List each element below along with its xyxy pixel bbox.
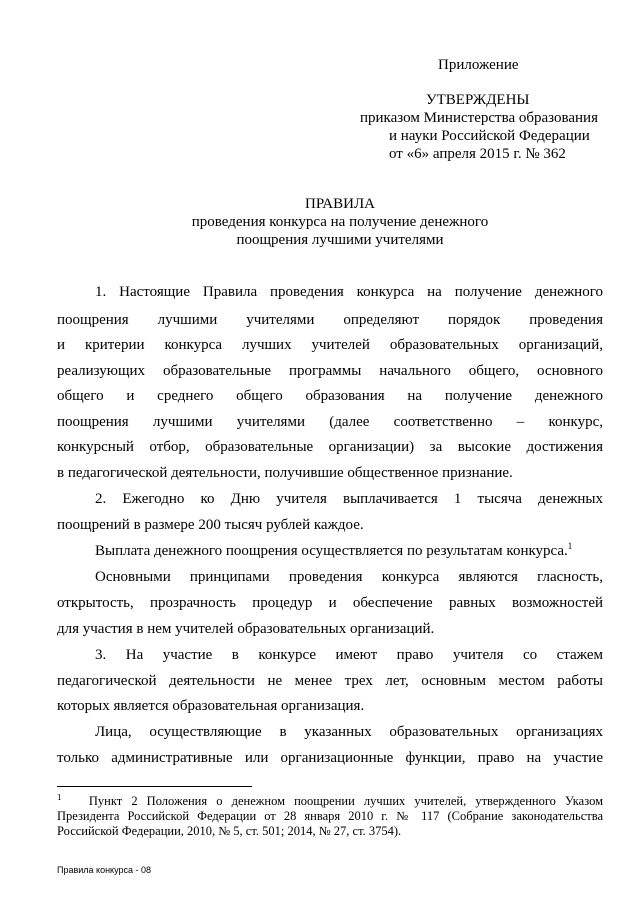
document-subtitle-1: проведения конкурса на получение денежного [191,214,489,230]
document-subtitle-2: поощрения лучшими учителями [236,232,444,248]
footnote-line: Президента Российской Федерации от 28 января 2010 г. № 117 (Собрание законодательства [57,809,603,823]
paragraph-line: поощрения лучшими учителями определяют порядок проведения [57,312,603,328]
order-line-1: приказом Министерства образования [360,110,598,126]
page-footer: Правила конкурса - 08 [57,865,152,875]
footnote-separator [57,786,252,787]
paragraph-line: 2. Ежегодно ко Дню учителя выплачивается 1 тысяча денежных [95,491,603,507]
approved-label: УТВЕРЖДЕНЫ [426,92,530,108]
paragraph-line: 1. Настоящие Правила проведения конкурса на получение денежного [95,284,603,300]
paragraph-line: открытость, прозрачность процедур и обеспечение равных возможностей [57,595,603,611]
footnote-line: $^1$ Пункт 2 Положения о денежном поощрении лучших учителей, утвержденного Указом [57,794,603,809]
paragraph-line: Лица, осуществляющие в указанных образовательных организациях [95,724,603,740]
paragraph-line: реализующих образовательные программы начального общего, основного [57,363,603,379]
paragraph-line: общего и среднего общего образования на получение денежного [57,388,603,404]
footnote-ref: 1 [567,542,573,551]
paragraph-line: только административные или организационные функции, право на участие [57,750,603,766]
footnote-marker: 1 [57,794,62,802]
paragraph-line: педагогической деятельности не менее трех лет, основным местом работы [57,673,603,689]
order-line-2: и науки Российской Федерации [389,128,590,144]
footnote-line: Российской Федерации, 2010, № 5, ст. 501; 2014, № 27, ст. 3754). [57,824,402,838]
paragraph-line: в педагогической деятельности, получившие общественное признание. [57,465,513,481]
document-title: ПРАВИЛА [305,196,375,212]
paragraph-line: поощрения лучшими учителями (далее соответственно – конкурс, [57,414,603,430]
paragraph-line: поощрений в размере 200 тысяч рублей каждое. [57,517,364,533]
paragraph-line: Основными принципами проведения конкурса являются гласность, [95,569,603,585]
appendix-label: Приложение [438,57,519,73]
paragraph-line: и критерии конкурса лучших учителей образовательных организаций, [57,337,603,353]
paragraph-line: которых является образовательная организация. [57,698,365,714]
paragraph-line: 3. На участие в конкурсе имеют право учителя со стажем [95,647,603,663]
paragraph-line: конкурсный отбор, образовательные организации) за высокие достижения [57,439,603,455]
order-line-3: от «6» апреля 2015 г. № 362 [389,146,566,162]
paragraph-line-with-footnote: Выплата денежного поощрения осуществляется по результатам конкурса.$^1$ [95,542,573,559]
paragraph-line: для участия в нем учителей образовательных организаций. [57,621,435,637]
